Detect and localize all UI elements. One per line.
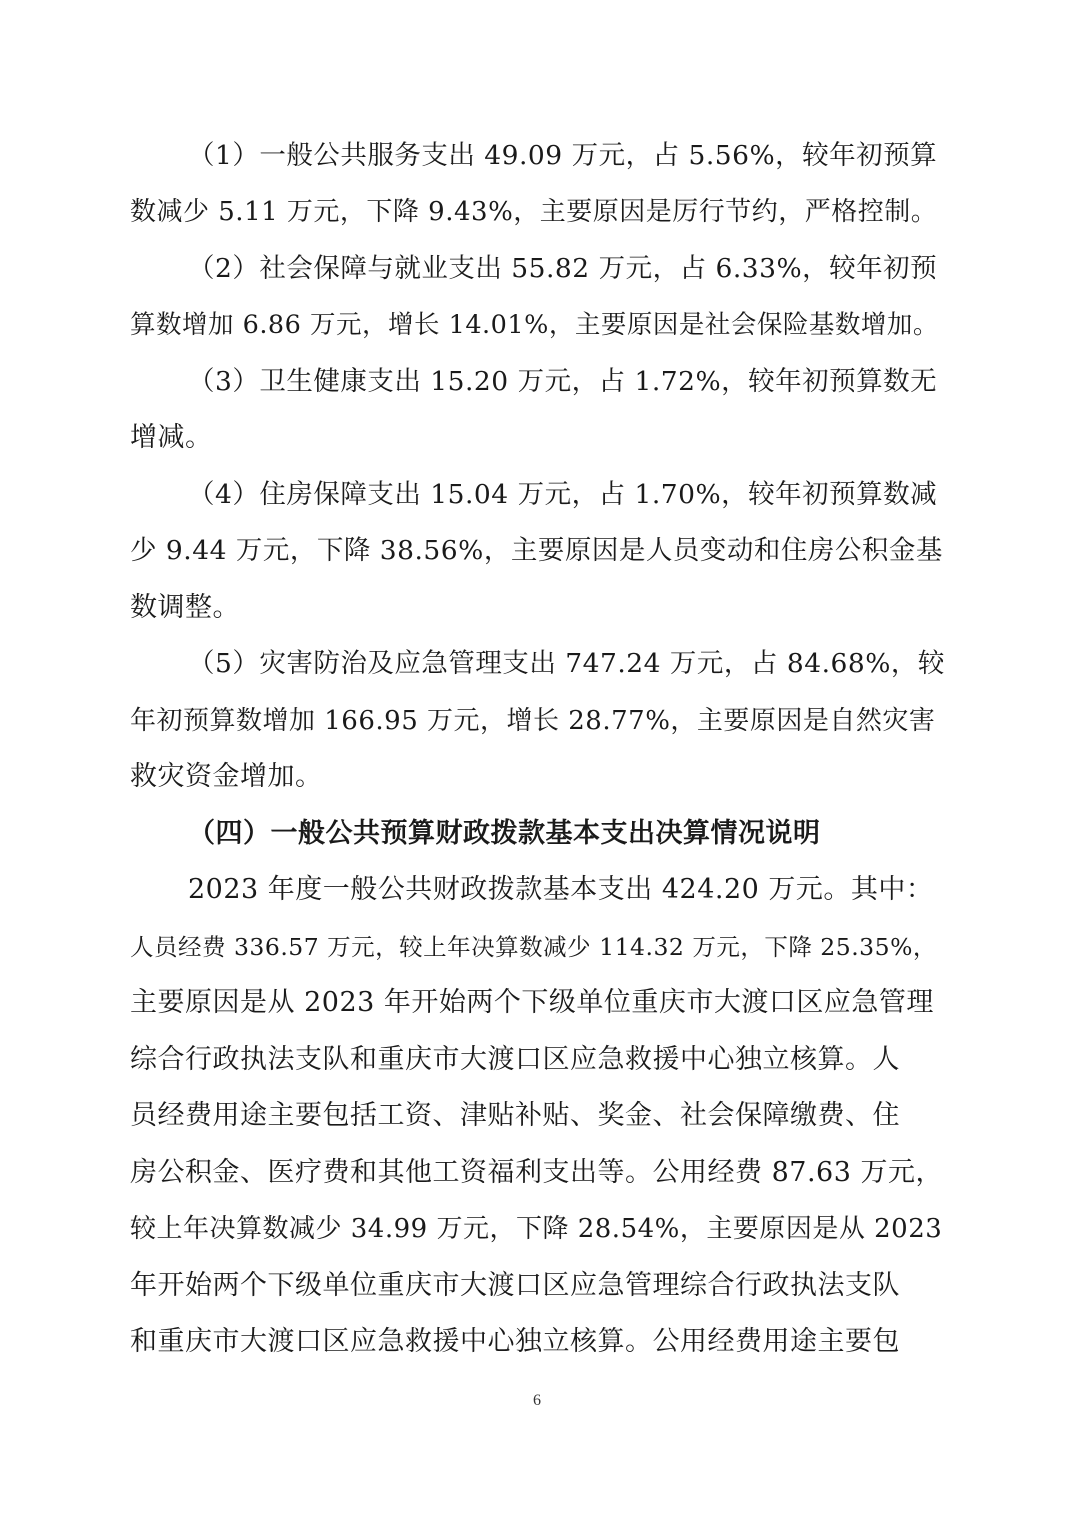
paragraph-2-line-2: 算数增加 6.86 万元，增长 14.01%，主要原因是社会保险基数增加。 [130, 310, 939, 340]
paragraph-3-line-2: 增减。 [130, 422, 213, 453]
paragraph-4-line-3: 数调整。 [130, 592, 240, 623]
paragraph-6-line-6: 房公积金、医疗费和其他工资福利支出等。公用经费 87.63 万元， [130, 1157, 943, 1188]
paragraph-1-line-2: 数减少 5.11 万元，下降 9.43%，主要原因是厉行节约，严格控制。 [130, 197, 938, 227]
paragraph-3-line-1: （3）卫生健康支出 15.20 万元，占 1.72%，较年初预算数无 [188, 366, 938, 397]
paragraph-6-line-5: 员经费用途主要包括工资、津贴补贴、奖金、社会保障缴费、住 [130, 1100, 900, 1131]
paragraph-5-line-3: 救灾资金增加。 [130, 761, 323, 792]
section-heading: （四）一般公共预算财政拨款基本支出决算情况说明 [188, 818, 821, 849]
page-number: 6 [533, 1392, 541, 1409]
paragraph-5-line-2: 年初预算数增加 166.95 万元，增长 28.77%，主要原因是自然灾害 [130, 706, 936, 736]
paragraph-6-line-8: 年开始两个下级单位重庆市大渡口区应急管理综合行政执法支队 [130, 1270, 900, 1301]
paragraph-6-line-9: 和重庆市大渡口区应急救援中心独立核算。公用经费用途主要包 [130, 1326, 900, 1357]
paragraph-5-line-1: （5）灾害防治及应急管理支出 747.24 万元，占 84.68%，较 [188, 648, 945, 679]
paragraph-6-line-7: 较上年决算数减少 34.99 万元，下降 28.54%，主要原因是从 2023 [130, 1214, 943, 1244]
paragraph-4-line-2: 少 9.44 万元，下降 38.56%，主要原因是人员变动和住房公积金基 [130, 535, 943, 566]
paragraph-1-line-1: （1）一般公共服务支出 49.09 万元，占 5.56%，较年初预算 [188, 140, 938, 171]
paragraph-6-line-3: 主要原因是从 2023 年开始两个下级单位重庆市大渡口区应急管理 [130, 987, 934, 1018]
paragraph-6-line-2: 人员经费 336.57 万元，较上年决算数减少 114.32 万元，下降 25.35%， [130, 933, 937, 961]
paragraph-4-line-1: （4）住房保障支出 15.04 万元，占 1.70%，较年初预算数减 [188, 479, 938, 510]
paragraph-2-line-1: （2）社会保障与就业支出 55.82 万元，占 6.33%，较年初预 [188, 253, 938, 284]
paragraph-6-line-4: 综合行政执法支队和重庆市大渡口区应急救援中心独立核算。人 [130, 1044, 900, 1075]
paragraph-6-line-1: 2023 年度一般公共财政拨款基本支出 424.20 万元。其中： [188, 874, 934, 905]
